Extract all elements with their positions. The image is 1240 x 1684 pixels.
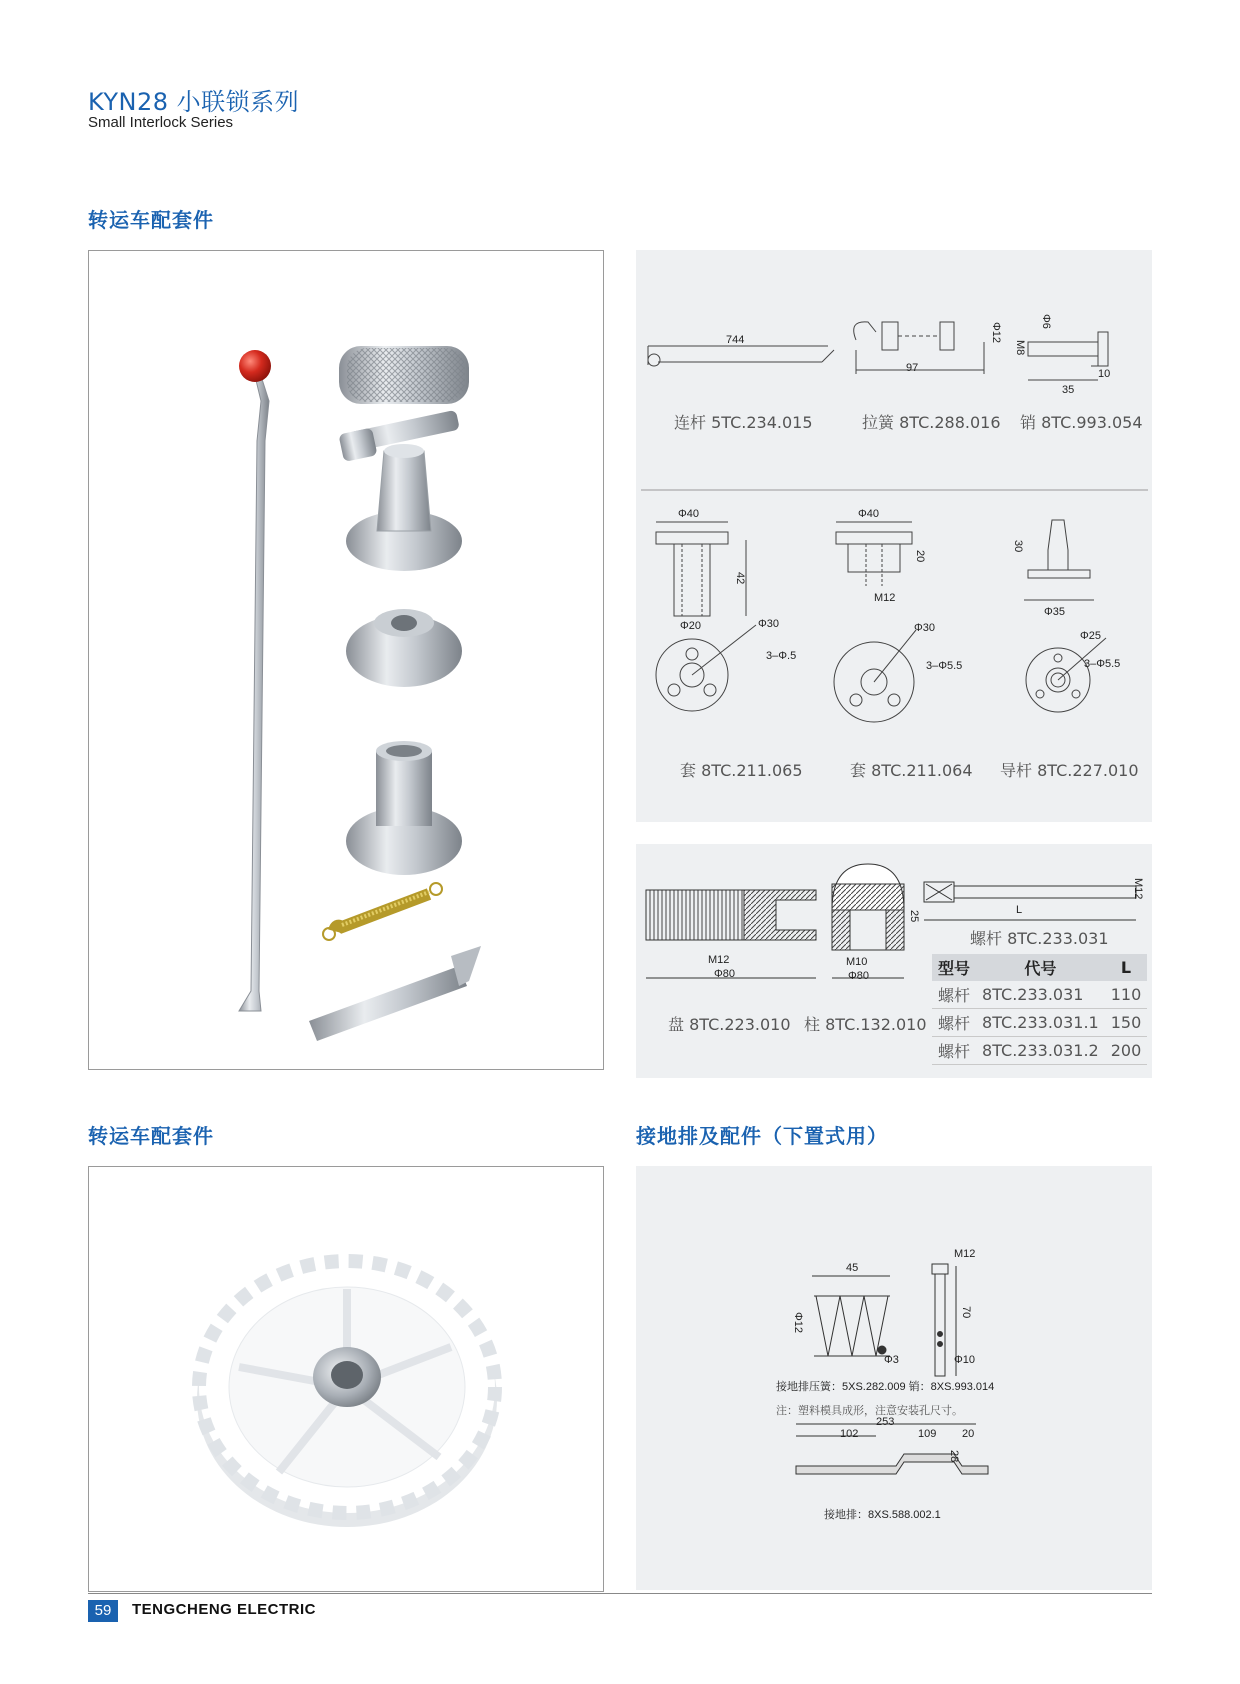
compression-spring-drawing (812, 1276, 890, 1356)
disc-drawing (646, 890, 816, 978)
caption-spring: 拉簧 8TC.288.016 (862, 413, 1001, 432)
parts-photo (89, 251, 603, 1069)
dim-bar-102: 102 (840, 1428, 859, 1440)
dim-spring-d12: Φ12 (792, 1312, 804, 1334)
threaded-sleeve-photo (346, 609, 462, 687)
dim-s2-m12: M12 (874, 592, 896, 604)
dim-bar-28: 28 (948, 1450, 960, 1463)
footer-brand: TENGCHENG ELECTRIC (132, 1601, 317, 1618)
dim-s2-d40: Φ40 (858, 508, 880, 520)
column-drawing (832, 864, 904, 978)
grounding-bar-drawing (796, 1424, 988, 1474)
dim-s2-holes: 3–Φ5.5 (926, 660, 963, 672)
drawing-panel-c (636, 1166, 1152, 1590)
section-title-transport-kit-2: 转运车配套件 (88, 1124, 214, 1148)
dim-pin-d10: Φ10 (954, 1354, 976, 1366)
page-subtitle: Small Interlock Series (88, 114, 234, 131)
dim-bar-109: 109 (918, 1428, 937, 1440)
spec-cell-length: 110 (1105, 981, 1148, 1009)
photo-panel-gear-knob (88, 1166, 604, 1592)
photo-panel-transport-parts (88, 250, 604, 1070)
dim-s1-d40: Φ40 (678, 508, 700, 520)
dim-bar-20: 20 (962, 1428, 975, 1440)
drawing-panel-b (636, 844, 1152, 1078)
caption-column: 柱 8TC.132.010 (804, 1015, 927, 1034)
dim-spring-diameter: Φ12 (990, 322, 1002, 344)
table-row (932, 1009, 1147, 1037)
table-row (932, 1037, 1147, 1065)
link-rod-photo (239, 350, 271, 1011)
spec-header-model: 型号 (932, 954, 976, 981)
knurled-sleeve-photo (339, 346, 469, 404)
dim-pin-m12: M12 (954, 1248, 976, 1260)
spec-cell-code: 8TC.233.031.2 (976, 1037, 1105, 1065)
dim-spring-45: 45 (846, 1262, 859, 1274)
dim-link-length: 744 (726, 334, 745, 346)
dim-guide-30: 30 (1012, 540, 1024, 553)
section-title-grounding-bar: 接地排及配件（下置式用） (636, 1124, 888, 1148)
spec-table-header-row (932, 954, 1147, 981)
caption-pin: 销 8TC.993.054 (1020, 413, 1143, 432)
section-title-transport-kit: 转运车配套件 (88, 208, 214, 232)
caption-sleeve-2: 套 8TC.211.064 (850, 761, 973, 780)
dim-s1-42: 42 (734, 572, 746, 585)
drawing-panel-a (636, 250, 1152, 822)
spec-header-code: 代号 (976, 954, 1105, 981)
dim-screw-L: L (1016, 904, 1023, 916)
caption-screw-rod: 螺杆 8TC.233.031 (970, 929, 1109, 948)
drawings-a (636, 250, 1152, 822)
table-row (932, 981, 1147, 1009)
spring-photo (323, 883, 442, 940)
dim-pin-10: 10 (1098, 368, 1111, 380)
caption-guide-rod: 导杆 8TC.227.010 (1000, 761, 1139, 780)
spec-cell-length: 200 (1105, 1037, 1148, 1065)
sleeve-1-drawing (656, 522, 756, 711)
link-rod-drawing (648, 346, 834, 366)
dim-s1-d20: Φ20 (680, 620, 702, 632)
sleeve-2-drawing (834, 522, 916, 722)
guide-rod-photo (346, 444, 462, 571)
dim-s1-d30: Φ30 (758, 618, 780, 630)
dim-bar-253: 253 (876, 1416, 895, 1428)
dim-column-d80: Φ80 (848, 970, 870, 982)
dim-guide-d25: Φ25 (1080, 630, 1102, 642)
dim-pin-d6: Φ6 (1040, 314, 1052, 329)
grounding-parts-line: 接地排压簧：5XS.282.009 销：8XS.993.014 (776, 1381, 995, 1393)
screw-rod-spec-table (932, 954, 1147, 1065)
spring-drawing (854, 322, 984, 374)
screw-rod-photo (309, 946, 481, 1041)
dim-disc-d80: Φ80 (714, 968, 736, 980)
caption-sleeve-1: 套 8TC.211.065 (680, 761, 803, 780)
dim-guide-d35: Φ35 (1044, 606, 1066, 618)
tube-sleeve-photo (346, 741, 462, 875)
dim-s1-holes: 3–Φ.5 (766, 650, 797, 662)
caption-disc: 盘 8TC.223.010 (668, 1015, 791, 1034)
dim-screw-m12: M12 (1132, 878, 1144, 900)
spec-cell-length: 150 (1105, 1009, 1148, 1037)
page-title: KYN28 小联锁系列 (88, 88, 300, 116)
spec-cell-model: 螺杆 (932, 981, 976, 1009)
gear-knob (197, 1261, 497, 1527)
footer-divider (88, 1593, 1152, 1594)
dim-s2-d30: Φ30 (914, 622, 936, 634)
molding-note: 注：塑料模具成形，注意安装孔尺寸。 (776, 1405, 963, 1417)
grounding-bar-label: 接地排：8XS.588.002.1 (824, 1509, 941, 1521)
screw-rod-drawing (924, 882, 1136, 920)
ground-pin-drawing (932, 1264, 956, 1376)
dim-disc-m12: M12 (708, 954, 730, 966)
dim-guide-holes: 3–Φ5.5 (1084, 658, 1121, 670)
caption-link-rod: 连杆 5TC.234.015 (674, 413, 813, 432)
dim-column-m10: M10 (846, 956, 868, 968)
spec-cell-model: 螺杆 (932, 1037, 976, 1065)
spec-header-length: L (1105, 954, 1148, 981)
spec-cell-model: 螺杆 (932, 1009, 976, 1037)
dim-spring-d3: Φ3 (884, 1354, 899, 1366)
spec-cell-code: 8TC.233.031.1 (976, 1009, 1105, 1037)
page-number: 59 (88, 1600, 118, 1622)
dim-spring-length: 97 (906, 362, 919, 374)
dim-pin-m8: M8 (1014, 340, 1026, 356)
spec-cell-code: 8TC.233.031 (976, 981, 1105, 1009)
gear-knob-photo (89, 1167, 603, 1591)
dim-pin-70: 70 (960, 1306, 972, 1319)
dim-pin-35: 35 (1062, 384, 1075, 396)
pin-drawing (1028, 332, 1111, 380)
dim-s2-20: 20 (914, 550, 926, 563)
dim-column-25: 25 (908, 910, 920, 923)
